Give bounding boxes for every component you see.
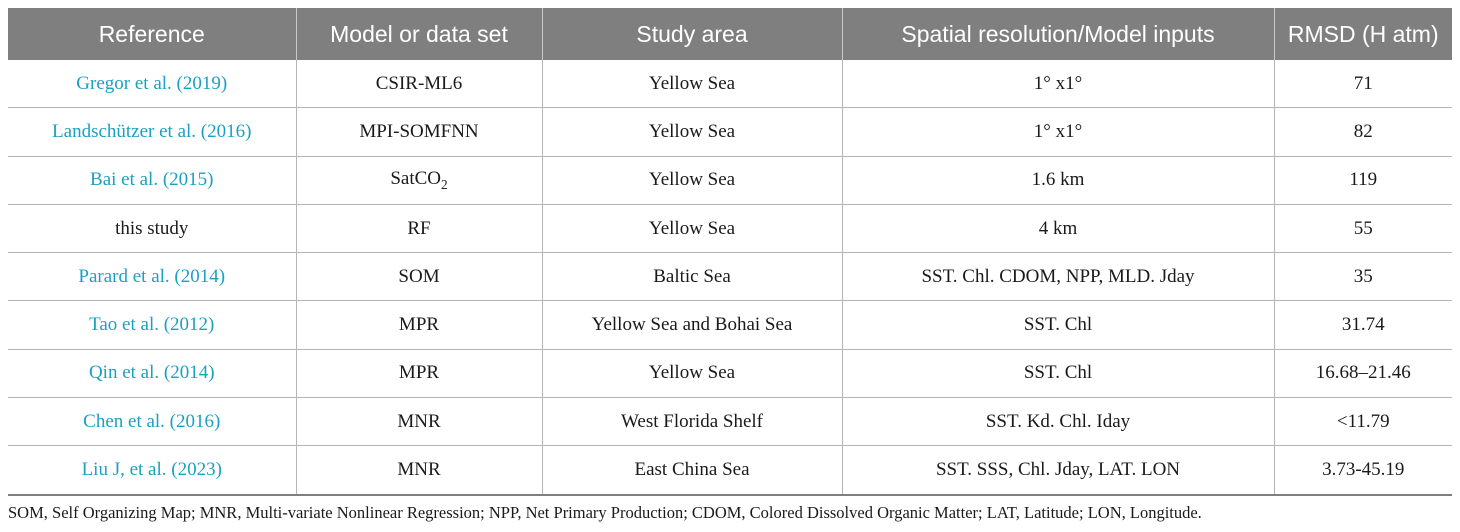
cell-resolution: 4 km — [842, 204, 1274, 252]
cell-rmsd: 16.68–21.46 — [1274, 349, 1452, 397]
cell-model: MPI-SOMFNN — [296, 108, 542, 156]
reference-link[interactable]: Gregor et al. (2019) — [76, 72, 228, 94]
header-reference: Reference — [8, 8, 296, 60]
cell-model: SOM — [296, 253, 542, 301]
table-row — [8, 60, 1452, 108]
cell-study-area: Yellow Sea and Bohai Sea — [542, 301, 842, 349]
cell-rmsd: 31.74 — [1274, 301, 1452, 349]
cell-reference[interactable] — [8, 349, 296, 397]
cell-resolution: SST. Chl — [842, 301, 1274, 349]
reference-link[interactable]: Chen et al. (2016) — [83, 410, 221, 432]
cell-model: MPR — [296, 349, 542, 397]
cell-reference[interactable] — [8, 156, 296, 204]
cell-resolution: SST. SSS, Chl. Jday, LAT. LON — [842, 446, 1274, 495]
cell-model — [296, 156, 542, 204]
cell-rmsd: 3.73-45.19 — [1274, 446, 1452, 495]
header-model: Model or data set — [296, 8, 542, 60]
cell-reference — [8, 204, 296, 252]
cell-rmsd: 35 — [1274, 253, 1452, 301]
cell-study-area: East China Sea — [542, 446, 842, 495]
header-study-area: Study area — [542, 8, 842, 60]
table-row — [8, 349, 1452, 397]
cell-study-area: Yellow Sea — [542, 204, 842, 252]
comparison-table — [8, 8, 1452, 496]
cell-rmsd: 71 — [1274, 60, 1452, 108]
cell-reference[interactable] — [8, 253, 296, 301]
table-row — [8, 398, 1452, 446]
cell-model: CSIR-ML6 — [296, 60, 542, 108]
cell-rmsd: 82 — [1274, 108, 1452, 156]
reference-link[interactable]: Parard et al. (2014) — [78, 265, 226, 287]
table-row — [8, 253, 1452, 301]
cell-model: RF — [296, 204, 542, 252]
comparison-table-container — [8, 8, 1452, 496]
cell-rmsd: 119 — [1274, 156, 1452, 204]
cell-study-area: West Florida Shelf — [542, 398, 842, 446]
reference-link[interactable]: Liu J, et al. (2023) — [81, 459, 222, 481]
cell-study-area: Yellow Sea — [542, 108, 842, 156]
model-name: SatCO — [390, 167, 442, 189]
cell-model: MNR — [296, 446, 542, 495]
table-row — [8, 156, 1452, 204]
cell-rmsd: 55 — [1274, 204, 1452, 252]
reference-link[interactable]: Tao et al. (2012) — [89, 314, 215, 336]
model-subscript: 2 — [441, 176, 448, 192]
reference-link[interactable]: Bai et al. (2015) — [90, 169, 214, 191]
table-row — [8, 446, 1452, 495]
cell-resolution: SST. Chl. CDOM, NPP, MLD. Jday — [842, 253, 1274, 301]
cell-reference[interactable] — [8, 398, 296, 446]
cell-model: MPR — [296, 301, 542, 349]
header-resolution: Spatial resolution/Model inputs — [842, 8, 1274, 60]
table-row — [8, 108, 1452, 156]
cell-study-area: Yellow Sea — [542, 349, 842, 397]
table-row — [8, 204, 1452, 252]
cell-resolution: SST. Kd. Chl. Iday — [842, 398, 1274, 446]
cell-resolution: SST. Chl — [842, 349, 1274, 397]
cell-resolution: 1.6 km — [842, 156, 1274, 204]
header-row — [8, 8, 1452, 60]
cell-study-area: Baltic Sea — [542, 253, 842, 301]
header-rmsd: RMSD (H atm) — [1274, 8, 1452, 60]
reference-link[interactable]: Qin et al. (2014) — [88, 362, 215, 384]
reference-link[interactable]: Landschützer et al. (2016) — [52, 120, 252, 142]
cell-reference[interactable] — [8, 301, 296, 349]
table-row — [8, 301, 1452, 349]
cell-study-area: Yellow Sea — [542, 60, 842, 108]
table-footnote: SOM, Self Organizing Map; MNR, Multi-variate Nonlinear Regression; NPP, Net Primary Production; CDOM, Colored Dissolved Organic Matter; LAT, Latitude; LON, Longitude. — [8, 503, 1202, 522]
cell-reference[interactable] — [8, 446, 296, 495]
cell-rmsd: <11.79 — [1274, 398, 1452, 446]
cell-reference[interactable] — [8, 108, 296, 156]
reference-text: this study — [115, 217, 189, 239]
cell-resolution: 1° x1° — [842, 60, 1274, 108]
cell-model: MNR — [296, 398, 542, 446]
cell-reference[interactable] — [8, 60, 296, 108]
cell-resolution: 1° x1° — [842, 108, 1274, 156]
cell-study-area: Yellow Sea — [542, 156, 842, 204]
